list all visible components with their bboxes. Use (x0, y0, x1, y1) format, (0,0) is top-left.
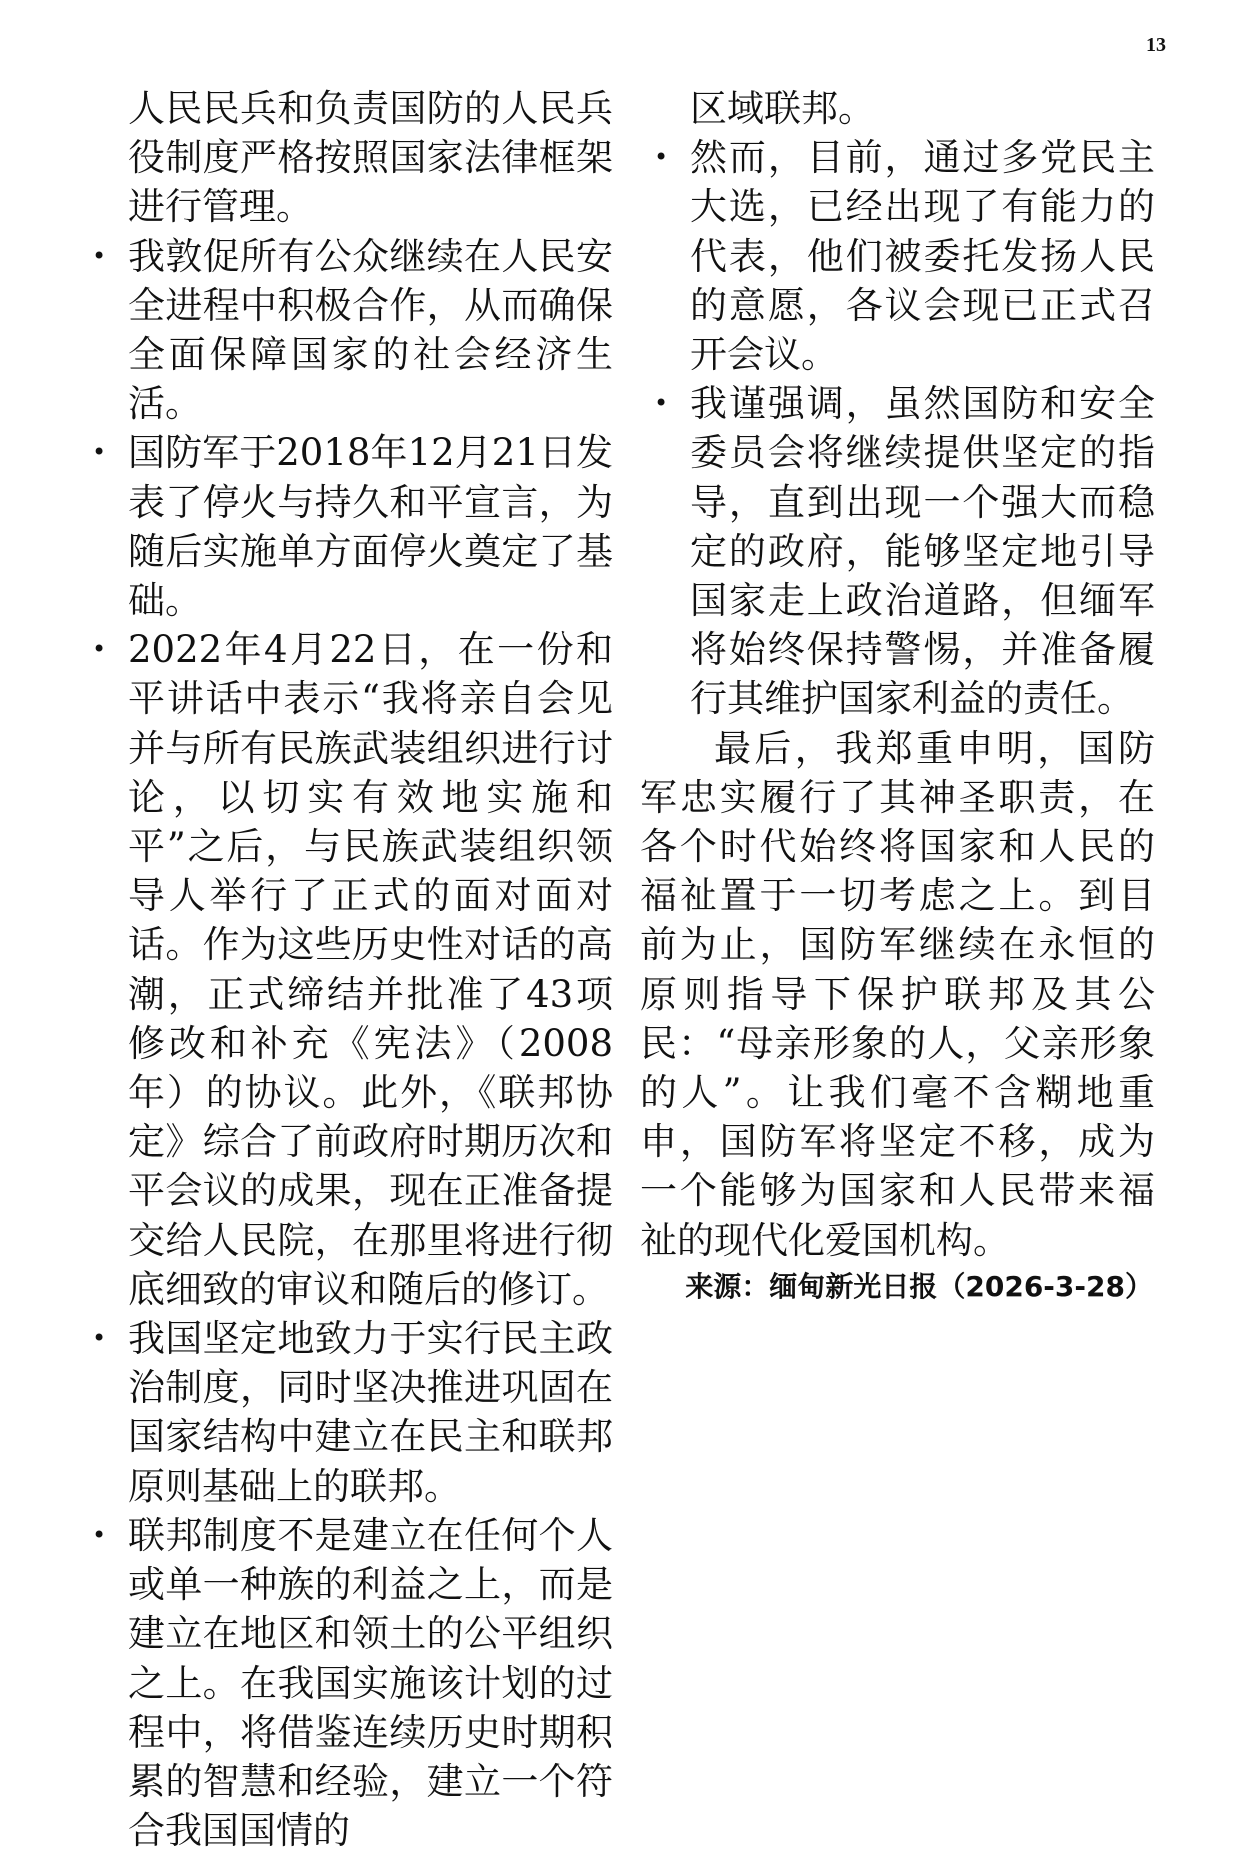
bullet-dot-icon: • (92, 635, 107, 664)
bullet-text: 国防军于2018年12月21日发表了停火与持久和平宣言，为随后实施单方面停火奠定了基础。 (128, 431, 613, 623)
bullet-text: 2022年4月22日，在一份和平讲话中表示“我将亲自会见并与所有民族武装组织进行讨论，以切实有效地实施和平”之后，与民族武装组织领导人举行了正式的面对面对话。作为这些历史性对话的高潮，正式缔结并批准了43项修改和补充《宪法》（2008年）的协议。此外，《联邦协定》综合了前政府时期历次和平会议的成果，现在正准备提交给人民院，在那里将进行彻底细致的审议和随后的修订。 (128, 628, 613, 1311)
bullet-text: 联邦制度不是建立在任何个人或单一种族的利益之上，而是建立在地区和领土的公平组织之上。在我国实施该计划的过程中，将借鉴连续历史时期积累的智慧和经验，建立一个符合我国国情的 (128, 1513, 613, 1853)
bullet-item (78, 232, 613, 429)
bullet-dot-icon: • (92, 1520, 107, 1549)
right-bullet-list (640, 133, 1155, 723)
left-continuation-paragraph: 人民民兵和负责国防的人民兵役制度严格按照国家法律框架进行管理。 (128, 87, 613, 229)
bullet-text: 我谨强调，虽然国防和安全委员会将继续提供坚定的指导，直到出现一个强大而稳定的政府，能够坚定地引导国家走上政治道路，但缅军将始终保持警惕，并准备履行其维护国家利益的责任。 (690, 382, 1155, 721)
source-attribution: 来源：缅甸新光日报（2026-3-28） (685, 1270, 1153, 1303)
bullet-dot-icon: • (654, 143, 669, 172)
page-number: 13 (1146, 34, 1166, 56)
right-continuation-paragraph: 区域联邦。 (690, 87, 875, 130)
bullet-item (78, 625, 613, 1314)
closing-paragraph: 最后，我郑重申明，国防军忠实履行了其神圣职责，在各个时代始终将国家和人民的福祉置于一切考虑之上。到目前为止，国防军继续在永恒的原则指导下保护联邦及其公民：“母亲形象的人，父亲形象的人”。让我们毫不含糊地重申，国防军将坚定不移，成为一个能够为国家和人民带来福祉的现代化爱国机构。 (640, 726, 1155, 1262)
bullet-item (78, 428, 613, 625)
bullet-item (78, 1314, 613, 1511)
right-column (640, 84, 1155, 1265)
left-column (78, 84, 613, 1855)
bullet-dot-icon: • (654, 389, 669, 418)
bullet-text: 我国坚定地致力于实行民主政治制度，同时坚决推进巩固在国家结构中建立在民主和联邦原则基础上的联邦。 (128, 1317, 613, 1508)
left-bullet-list (78, 232, 613, 1855)
bullet-text: 然而，目前，通过多党民主大选，已经出现了有能力的代表，他们被委托发扬人民的意愿，各议会现已正式召开会议。 (690, 136, 1155, 377)
bullet-item (78, 1511, 613, 1855)
bullet-dot-icon: • (92, 241, 107, 270)
bullet-dot-icon: • (92, 438, 107, 467)
bullet-text: 我敦促所有公众继续在人民安全进程中积极合作，从而确保全面保障国家的社会经济生活。 (128, 234, 613, 426)
bullet-item (640, 133, 1155, 379)
bullet-item (640, 379, 1155, 723)
bullet-dot-icon: • (92, 1324, 107, 1353)
